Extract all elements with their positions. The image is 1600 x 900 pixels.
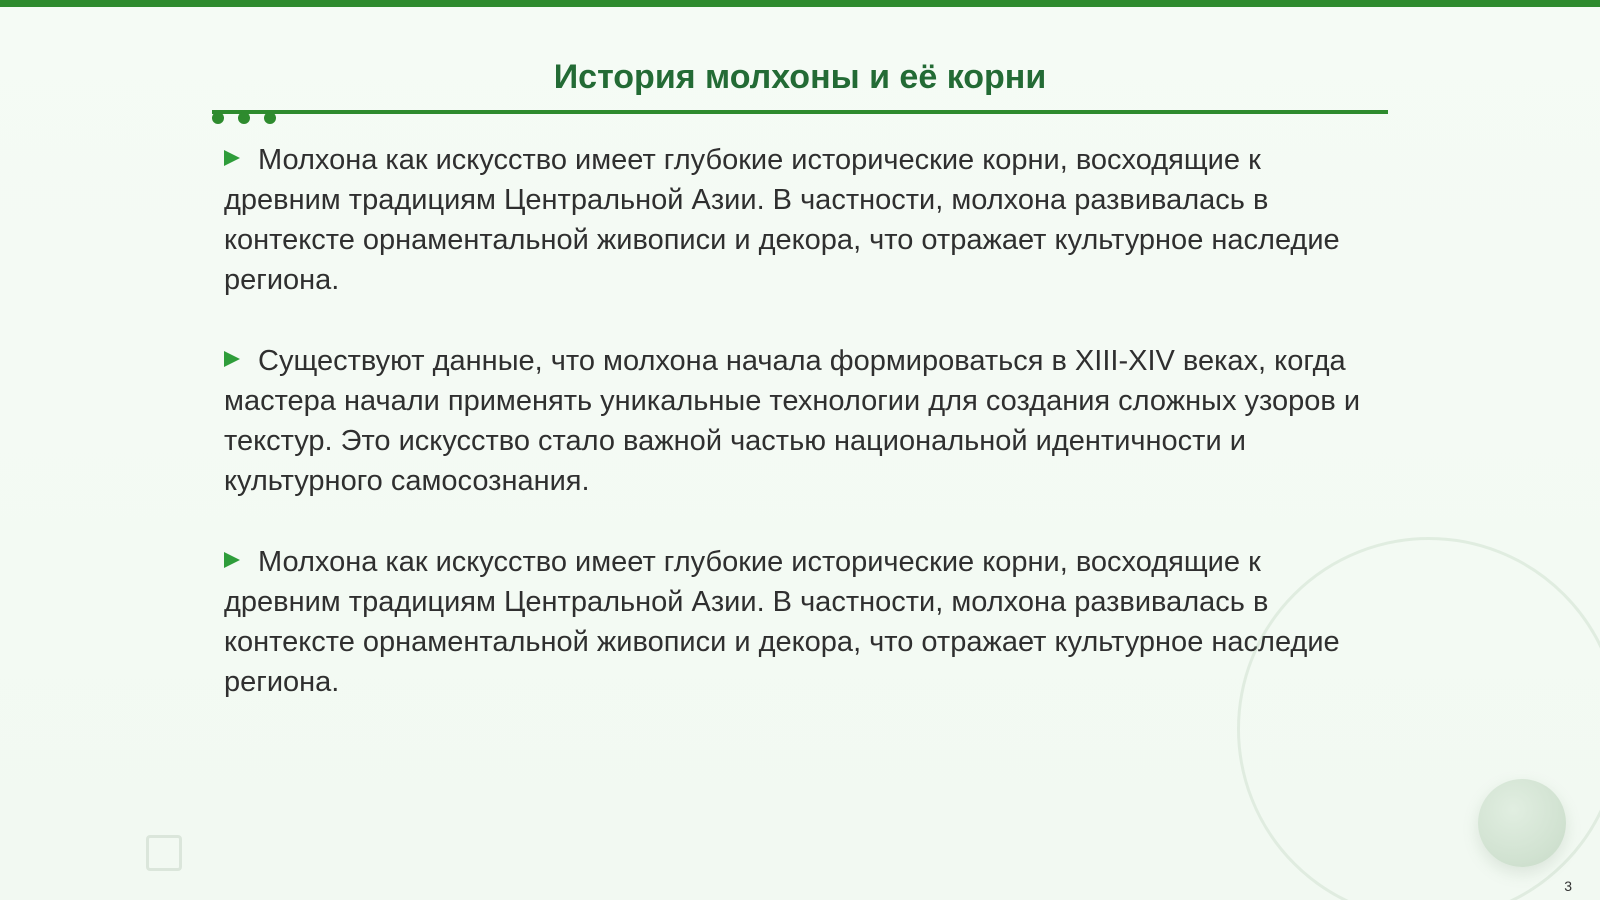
- decorative-circle-filled: [1478, 779, 1566, 867]
- triangle-right-icon: [224, 150, 240, 166]
- slide-content: [224, 140, 1384, 743]
- bullet-text: Молхона как искусство имеет глубокие исторические корни, восходящие к древним традициям Центральной Азии. В частности, молхона развивалась в контексте орнаментальной живописи и декора, что отражает культурное наследие региона.: [224, 144, 1340, 296]
- bullet-text: Существуют данные, что молхона начала формироваться в XIII-XIV веках, когда мастера начали применять уникальные технологии для создания сложных узоров и текстур. Это искусство стало важной частью национальной идентичности и культурного самосознания.: [224, 345, 1361, 497]
- dot-icon: [264, 112, 276, 124]
- title-dots-icon: [212, 112, 282, 126]
- dot-icon: [238, 112, 250, 124]
- bullet-item-1: [224, 140, 1384, 300]
- decorative-square-outline: [146, 835, 182, 871]
- dot-icon: [212, 112, 224, 124]
- slide-title: История молхоны и её корни: [553, 58, 1047, 96]
- bullet-item-3: [224, 542, 1384, 702]
- triangle-right-icon: [224, 351, 240, 367]
- bullet-text: Молхона как искусство имеет глубокие исторические корни, восходящие к древним традициям Центральной Азии. В частности, молхона развивалась в контексте орнаментальной живописи и декора, что отражает культурное наследие региона.: [224, 546, 1340, 698]
- page-number: 3: [1564, 878, 1572, 894]
- triangle-right-icon: [224, 552, 240, 568]
- bullet-item-2: [224, 341, 1384, 501]
- title-underline: [212, 110, 1388, 114]
- top-accent-bar: [0, 0, 1600, 7]
